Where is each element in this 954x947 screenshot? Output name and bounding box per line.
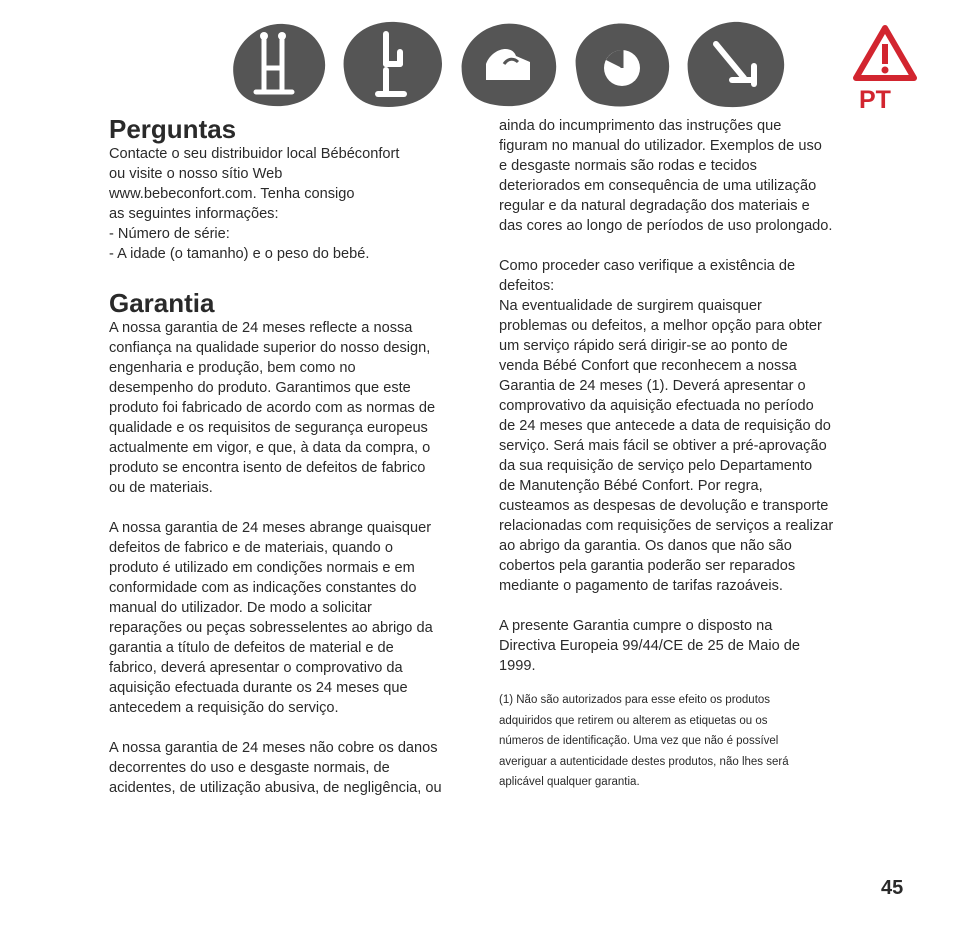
warranty-paragraph: ainda do incumprimento das instruções que figuram no manual do utilizador. Exemplos de uso e desgaste normais são rodas e tecidos deteriorados em consequência de uma utilização regular e da natural degradação dos materiais e das cores ao longo de períodos de uso prolongado.: [499, 118, 833, 234]
warranty-paragraph: A nossa garantia de 24 meses abrange quaisquer defeitos de fabrico e de materiais, quando o produto é utilizado em condições normais e em conformidade com as indicações constantes do manual do utilizador. De modo a solicitar reparações ou peças sobresselentes ao abrigo da garantia a título de defeitos de material e de fabrico, deverá apresentar o comprovativo da aquisição efectuada durante os 24 meses que antecedem a requisição do serviço.: [109, 520, 433, 716]
language-label: PT: [859, 86, 891, 114]
directive-paragraph: A presente Garantia cumpre o disposto na Directiva Europeia 99/44/CE de 25 de Maio de 1999.: [499, 618, 800, 674]
footnote: (1) Não são autorizados para esse efeito os produtos adquiridos que retirem ou alterem as etiquetas ou os números de identificação. Uma vez que não é possível averiguar a autenticidade destes produtos, não lhes será aplicável qualquer garantia.: [499, 694, 789, 788]
recline-icon: [456, 18, 560, 108]
right-column: [499, 116, 859, 793]
low-chair-icon: [340, 18, 444, 108]
page-number: 45: [881, 877, 904, 899]
questions-body: Contacte o seu distribuidor local Bébéconfort ou visite o nosso sítio Web www.bebeconfort.com. Tenha consigo as seguintes informações: - Número de série: - A idade (o tamanho) e o peso do bebé.: [109, 146, 400, 262]
fold-icon: [682, 18, 786, 108]
warranty-title: Garantia: [109, 288, 215, 318]
high-chair-icon: [226, 18, 330, 108]
left-column: [109, 114, 471, 798]
defects-procedure-paragraph: Como proceder caso verifique a existência de defeitos: Na eventualidade de surgirem quaisquer problemas ou defeitos, a melhor opção para obter um serviço rápido será dirigir-se ao ponto de venda Bébé Confort que reconhecem a nossa Garantia de 24 meses (1). Deverá apresentar o comprovativo da aquisição efectuada no período de 24 meses que antecede a data de requisição do serviço. Será mais fácil se obtiver a pré-aprovação da sua requisição de serviço pelo Departamento de Manutenção Bébé Confort. Por regra, custeamos as despesas de devolução e transporte relacionadas com requisições de serviços a realizar ao abrigo da garantia. Os danos que não são cobertos pela garantia poderão ser reparados mediante o pagamento de tarifas razoáveis.: [499, 258, 834, 594]
warranty-paragraph: A nossa garantia de 24 meses reflecte a nossa confiança na qualidade superior do nosso design, engenharia e produção, bem como no desempenho do produto. Garantimos que este produto foi fabricado de acordo com as normas de qualidade e os requisitos de segurança europeus actualmente em vigor, e que, à data da compra, o produto se encontra isento de defeitos de fabrico ou de materiais.: [109, 320, 436, 496]
icon-row: [0, 18, 954, 108]
pie-icon: [568, 18, 672, 108]
questions-title: Perguntas: [109, 114, 237, 144]
warranty-paragraph: A nossa garantia de 24 meses não cobre os danos decorrentes do uso e desgaste normais, de acidentes, de utilização abusiva, de negligência, ou: [109, 740, 442, 796]
